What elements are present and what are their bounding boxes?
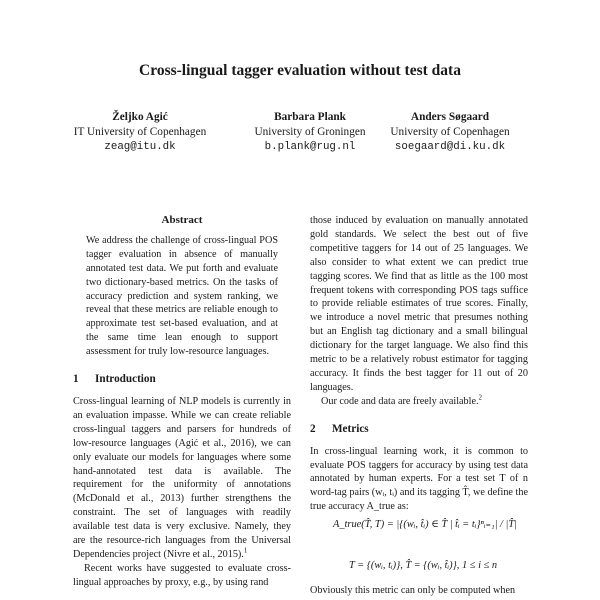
author-email: zeag@itu.dk: [104, 141, 176, 153]
code-availability-note: [310, 395, 528, 409]
intro-paragraph-1: [73, 395, 291, 562]
section-2-heading: [310, 423, 528, 437]
metrics-paragraph-2: Obviously this metric can only be computed when: [310, 585, 516, 596]
right-column: [310, 214, 528, 514]
author-affiliation: University of Copenhagen: [390, 126, 510, 138]
author-affiliation: University of Groningen: [254, 126, 366, 138]
section-number: 1: [73, 373, 79, 386]
section-title: Metrics: [332, 422, 369, 435]
paper-title: Cross-lingual tagger evaluation without test data: [139, 62, 461, 79]
author-name: Barbara Plank: [274, 111, 346, 123]
right-continuation-text: those induced by evaluation on manually annotated gold standards. We select the best out of five competitive taggers for 14 out of 25 languages. We also consider to what extent we can predict true tagging scores. We find that as little as the 100 most frequent tokens with corresponding POS tags suffice to provide reliable estimates of true scores. Finally, we introduce a novel metric that presumes nothing but an English tag dictionary and a small bilingual dictionary for the target language. We also find this metric to be a relatively robust estimator for tagging accuracy. It finds the best tagger for 11 out of 20 languages.: [310, 215, 528, 393]
section-title: Introduction: [95, 373, 156, 386]
author-name: Željko Agić: [112, 111, 168, 123]
abstract-heading: Abstract: [161, 214, 203, 226]
equation-true-accuracy: A_true(T̂, T) = |{(wᵢ, t̂ᵢ) ∈ T̂ | t̂ᵢ = tᵢ}ⁿᵢ₌₁| / |T̂|: [332, 519, 518, 530]
author-block-3: [355, 110, 545, 155]
footnote-marker-1: 1: [243, 546, 248, 555]
equation-test-set-definition: T = {(wᵢ, tᵢ)}, T̂ = {(wᵢ, t̂ᵢ)}, 1 ≤ i ≤ n: [348, 560, 498, 571]
intro-paragraph-2: Recent works have suggested to evaluate cross-lingual approaches by proxy, e.g., by using rand: [73, 562, 291, 588]
intro-paragraph-1-text: Cross-lingual learning of NLP models is currently in an evaluation impasse. While we can create reliable cross-lingual taggers and parsers for hundreds of low-resource languages (Agić et al., 2016), we can only evaluate our models for languages where some hand-annotated test data is available. The requirement for the uniformity of annotations (McDonald et al., 2013) further strengthens the constraint. The set of languages with readily available test data is very exclusive. Namely, they are the resource-rich languages from the Universal Dependencies project (Nivre et al., 2015).: [73, 395, 291, 560]
footnote-marker-2: 2: [478, 393, 483, 402]
metrics-paragraph-1: In cross-lingual learning work, it is common to evaluate POS taggers for accuracy by using test data annotated by human experts. For a test set T of n word-tag pairs (wᵢ, tᵢ) and its tagging T̂, we define the true accuracy A_true as:: [310, 445, 528, 513]
abstract-text: We address the challenge of cross-lingual POS tagger evaluation in absence of manually annotated test data. We put forth and evaluate two dictionary-based metrics. On the tasks of accuracy prediction and system ranking, we reveal that these metrics are reliable enough to approximate test set-based evaluation, and at the same time lean enough to support assessment for truly low-resource languages.: [86, 234, 278, 358]
section-number: 2: [310, 422, 316, 435]
author-name: Anders Søgaard: [410, 111, 490, 123]
author-email: b.plank@rug.nl: [264, 141, 356, 153]
left-column: [73, 214, 291, 590]
author-affiliation: IT University of Copenhagen: [73, 126, 207, 138]
author-block-1: [45, 110, 235, 155]
section-1-heading: [73, 373, 291, 387]
author-email: soegaard@di.ku.dk: [394, 141, 506, 153]
code-note-text: Our code and data are freely available.: [321, 395, 479, 407]
